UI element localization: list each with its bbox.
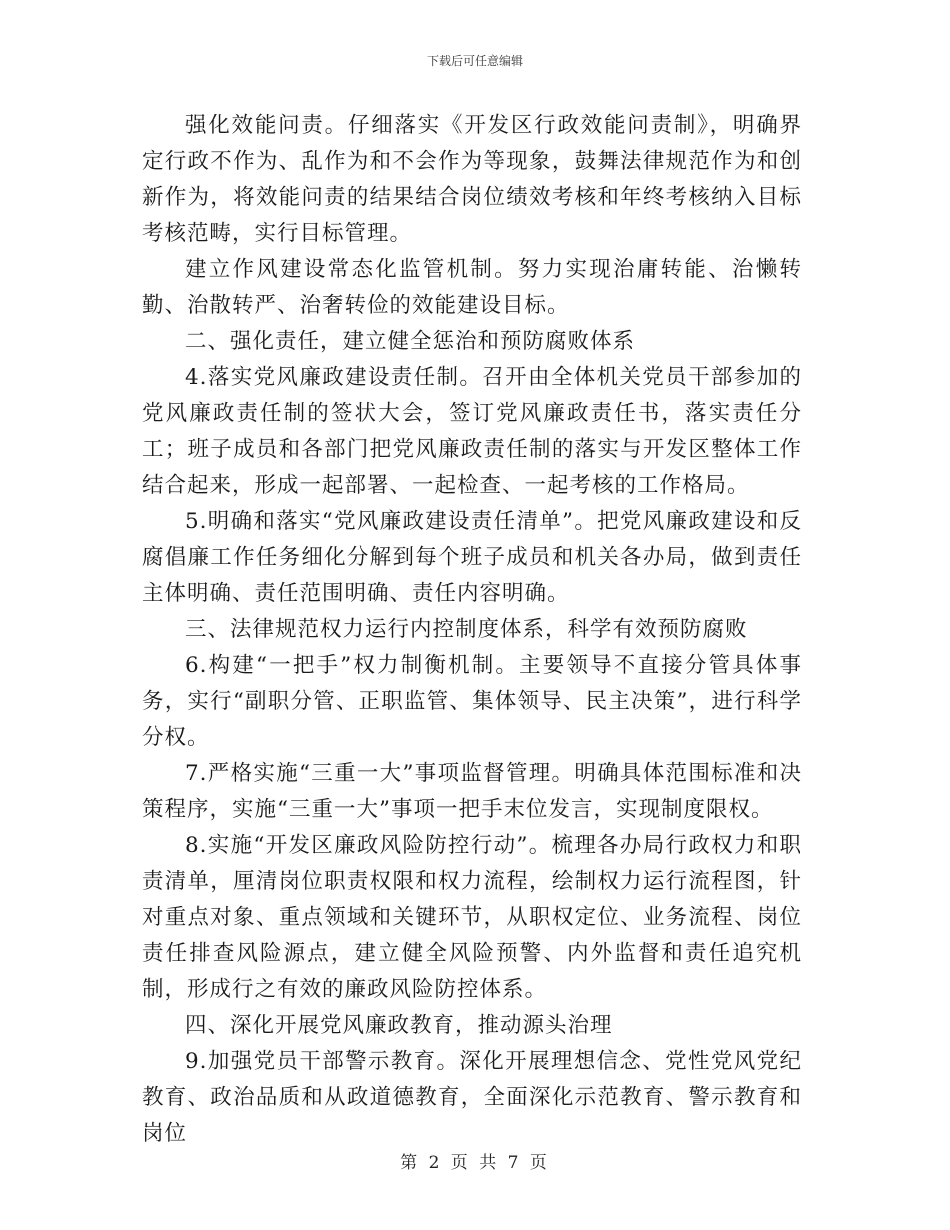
- section-heading: 三、法律规范权力运行内控制度体系，科学有效预防腐败: [185, 617, 748, 642]
- paragraph: 9.加强党员干部警示教育。深化开展理想信念、党性党风党纪教育、政治品质和从政道德教育，全面深化示范教育、警示教育和岗位: [142, 1049, 802, 1146]
- page-number: 第 2 页 共 7 页: [400, 1153, 550, 1173]
- paragraph: 6.构建“一把手”权力制衡机制。主要领导不直接分管具体事务，实行“副职分管、正职监管、集体领导、民主决策”，进行科学分权。: [142, 653, 802, 750]
- page-header: 下载后可任意编辑: [426, 54, 523, 68]
- paragraph: 强化效能问责。仔细落实《开发区行政效能问责制》，明确界定行政不作为、乱作为和不会作为等现象，鼓舞法律规范作为和创新作为，将效能问责的结果结合岗位绩效考核和年终考核纳入目标考核范畴，实行目标管理。: [142, 113, 802, 246]
- section-heading: 四、深化开展党风廉政教育，推动源头治理: [185, 1013, 613, 1038]
- document-body: [142, 108, 802, 1152]
- section-heading: 二、强化责任，建立健全惩治和预防腐败体系: [185, 329, 636, 354]
- paragraph: 5.明确和落实“党风廉政建设责任清单”。把党风廉政建设和反腐倡廉工作任务细化分解到每个班子成员和机关各办局，做到责任主体明确、责任范围明确、责任内容明确。: [142, 509, 802, 606]
- paragraph: 8.实施“开发区廉政风险防控行动”。梳理各办局行政权力和职责清单，厘清岗位职责权限和权力流程，绘制权力运行流程图，针对重点对象、重点领域和关键环节，从职权定位、业务流程、岗位责任排查风险源点，建立健全风险预警、内外监督和责任追究机制，形成行之有效的廉政风险防控体系。: [142, 833, 802, 1002]
- paragraph: 7.严格实施“三重一大”事项监督管理。明确具体范围标准和决策程序，实施“三重一大”事项一把手末位发言，实现制度限权。: [142, 761, 802, 822]
- paragraph: 4.落实党风廉政建设责任制。召开由全体机关党员干部参加的党风廉政责任制的签状大会，签订党风廉政责任书，落实责任分工；班子成员和各部门把党风廉政责任制的落实与开发区整体工作结合起来，形成一起部署、一起检查、一起考核的工作格局。: [142, 365, 802, 498]
- paragraph: 建立作风建设常态化监管机制。努力实现治庸转能、治懒转勤、治散转严、治奢转俭的效能建设目标。: [142, 257, 802, 318]
